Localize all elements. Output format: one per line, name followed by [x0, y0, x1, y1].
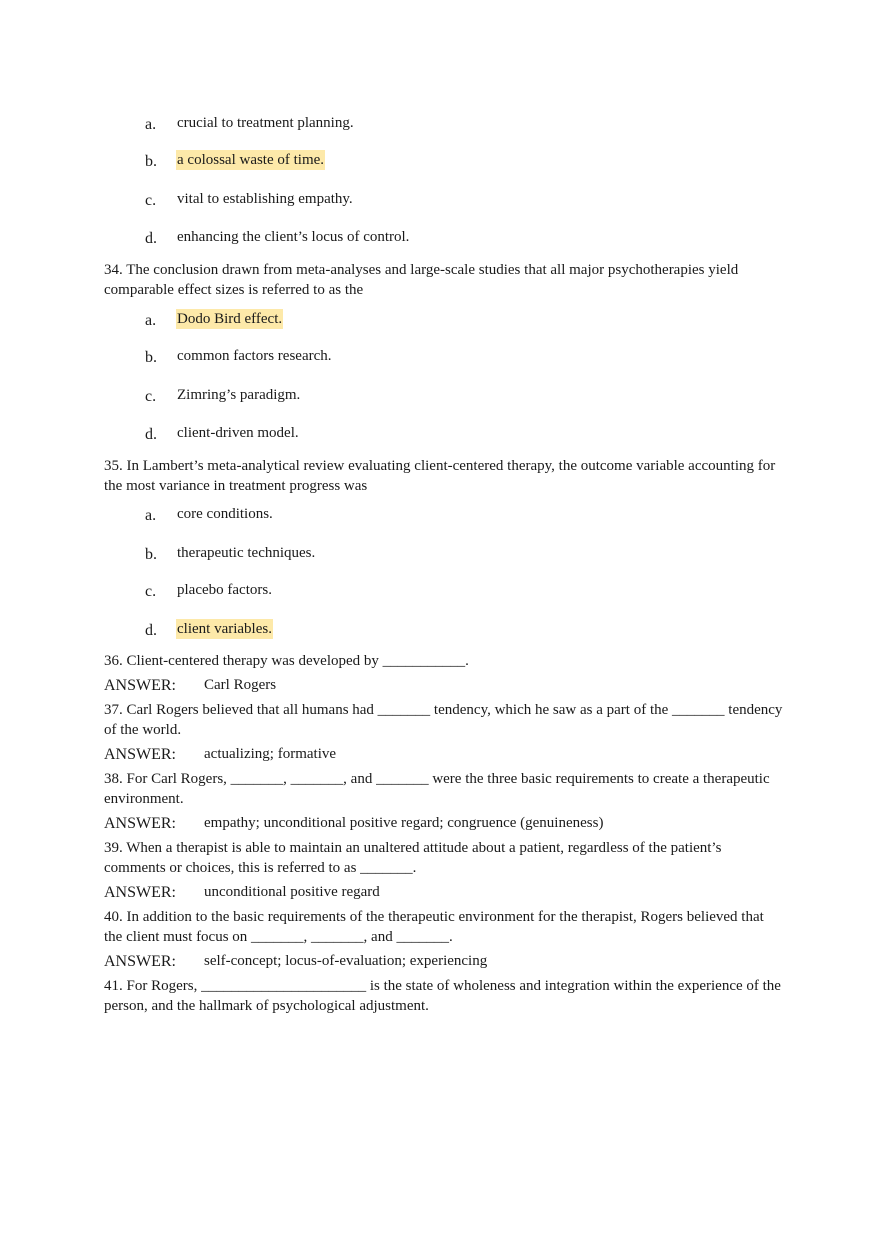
q37-answer-label: ANSWER:	[104, 746, 176, 763]
q39-stem: 39. When a therapist is able to maintain an unaltered attitude about a patient, regardless of the patient’s comments or choices, this is referred to as _______.	[104, 840, 722, 876]
q33-option-b-text-highlighted: a colossal waste of time.	[177, 152, 325, 168]
q41-stem: 41. For Rogers, ______________________ is the state of wholeness and integration within the experience of the person, and the hallmark of psychological adjustment.	[104, 978, 781, 1014]
q35-option-d-text-highlighted: client variables.	[177, 621, 272, 637]
q34-option-d-letter: d.	[145, 426, 157, 443]
q34-option-c-text: Zimring’s paradigm.	[177, 387, 301, 403]
q35-option-a-letter: a.	[145, 507, 157, 524]
q34-option-a-letter: a.	[145, 312, 157, 329]
q36-stem: 36. Client-centered therapy was developed by ___________.	[104, 653, 469, 669]
q37-stem: 37. Carl Rogers believed that all humans had _______ tendency, which he saw as a part of the _______ tendency of the world.	[104, 702, 783, 738]
q39-answer-label: ANSWER:	[104, 884, 176, 901]
q34-option-b-letter: b.	[145, 349, 157, 366]
q34-option-a-text-highlighted: Dodo Bird effect.	[177, 311, 283, 327]
q35-option-b-text: therapeutic techniques.	[177, 545, 316, 561]
q34-option-b-text: common factors research.	[177, 348, 332, 364]
q35-stem: 35. In Lambert’s meta-analytical review evaluating client-centered therapy, the outcome variable accounting for the most variance in treatment progress was	[104, 458, 776, 494]
q34-option-c-letter: c.	[145, 388, 157, 405]
q33-option-c-text: vital to establishing empathy.	[177, 191, 353, 207]
q34-stem: 34. The conclusion drawn from meta-analyses and large-scale studies that all major psychotherapies yield comparable effect sizes is referred to as the	[104, 262, 739, 298]
q37-answer-text: actualizing; formative	[204, 746, 337, 762]
q33-option-a-letter: a.	[145, 116, 157, 133]
q40-answer-label: ANSWER:	[104, 953, 176, 970]
q39-answer-text: unconditional positive regard	[204, 884, 380, 900]
q35-option-a-text: core conditions.	[177, 506, 273, 522]
q38-stem: 38. For Carl Rogers, _______, _______, and _______ were the three basic requirements to create a therapeutic environment.	[104, 771, 770, 807]
q33-option-d-text: enhancing the client’s locus of control.	[177, 229, 410, 245]
q35-option-c-letter: c.	[145, 583, 157, 600]
q35-option-c-text: placebo factors.	[177, 582, 272, 598]
q35-option-d-letter: d.	[145, 622, 157, 639]
q38-answer-text: empathy; unconditional positive regard; congruence (genuineness)	[204, 815, 604, 831]
q40-answer-text: self-concept; locus-of-evaluation; experiencing	[204, 953, 488, 969]
q36-answer-text: Carl Rogers	[204, 677, 277, 693]
q35-option-b-letter: b.	[145, 546, 157, 563]
q40-stem: 40. In addition to the basic requirements of the therapeutic environment for the therapist, Rogers believed that the client must focus on _______, _______, and _______.	[104, 909, 764, 945]
q33-option-a-text: crucial to treatment planning.	[177, 115, 354, 131]
q38-answer-label: ANSWER:	[104, 815, 176, 832]
q33-option-b-letter: b.	[145, 153, 157, 170]
q33-option-d-letter: d.	[145, 230, 157, 247]
q36-answer-label: ANSWER:	[104, 677, 176, 694]
q34-option-d-text: client-driven model.	[177, 425, 299, 441]
q33-option-c-letter: c.	[145, 192, 157, 209]
